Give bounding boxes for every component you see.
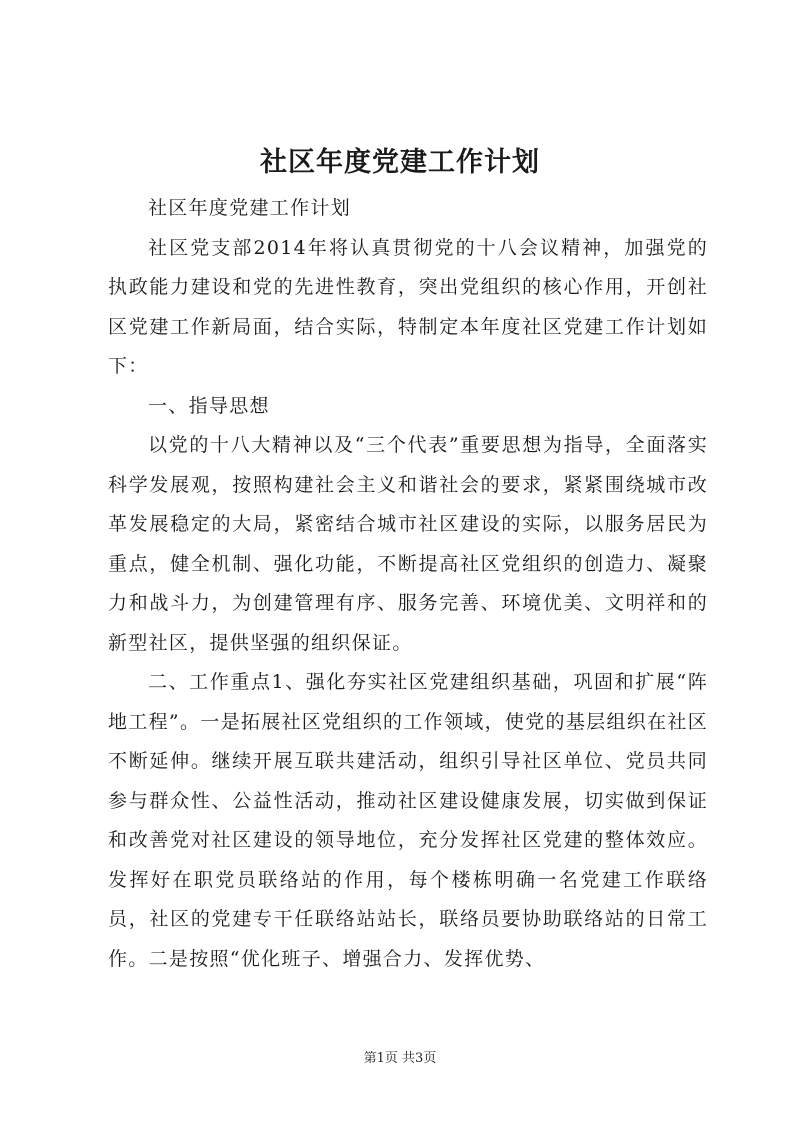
document-title: 社区年度党建工作计划 xyxy=(260,147,540,178)
document-body xyxy=(108,189,708,979)
paragraph-guiding-ideology: 以党的十八大精神以及“三个代表”重要思想为指导，全面落实科学发展观，按照构建社会主义和谐社会的要求，紧紧围绕城市改革发展稳定的大局，紧密结合城市社区建设的实际，以服务居民为重点，健全机制、强化功能，不断提高社区党组织的创造力、凝聚力和战斗力，为创建管理有序、服务完善、环境优美、文明祥和的新型社区，提供坚强的组织保证。 xyxy=(108,434,708,654)
paragraph-work-focus: 二、工作重点1、强化夯实社区党建组织基础，巩固和扩展“阵地工程”。一是拓展社区党组织的工作领域，使党的基层组织在社区不断延伸。继续开展互联共建活动，组织引导社区单位、党员共同参与群众性、公益性活动，推动社区建设健康发展，切实做到保证和改善党对社区建设的领导地位，充分发挥社区党建的整体效应。发挥好在职党员联络站的作用，每个楼栋明确一名党建工作联络员，社区的党建专干任联络站站长，联络员要协助联络站的日常工作。二是按照“优化班子、增强合力、发挥优势、 xyxy=(108,671,708,970)
page-number-footer: 第1页 共3页 xyxy=(363,1051,437,1066)
section-heading-guiding-ideology: 一、指导思想 xyxy=(148,394,270,417)
paragraph-subtitle: 社区年度党建工作计划 xyxy=(148,197,352,219)
paragraph-intro: 社区党支部2014年将认真贯彻党的十八会议精神，加强党的执政能力建设和党的先进性教育，突出党组织的核心作用，开创社区党建工作新局面，结合实际，特制定本年度社区党建工作计划如下： xyxy=(108,236,708,377)
